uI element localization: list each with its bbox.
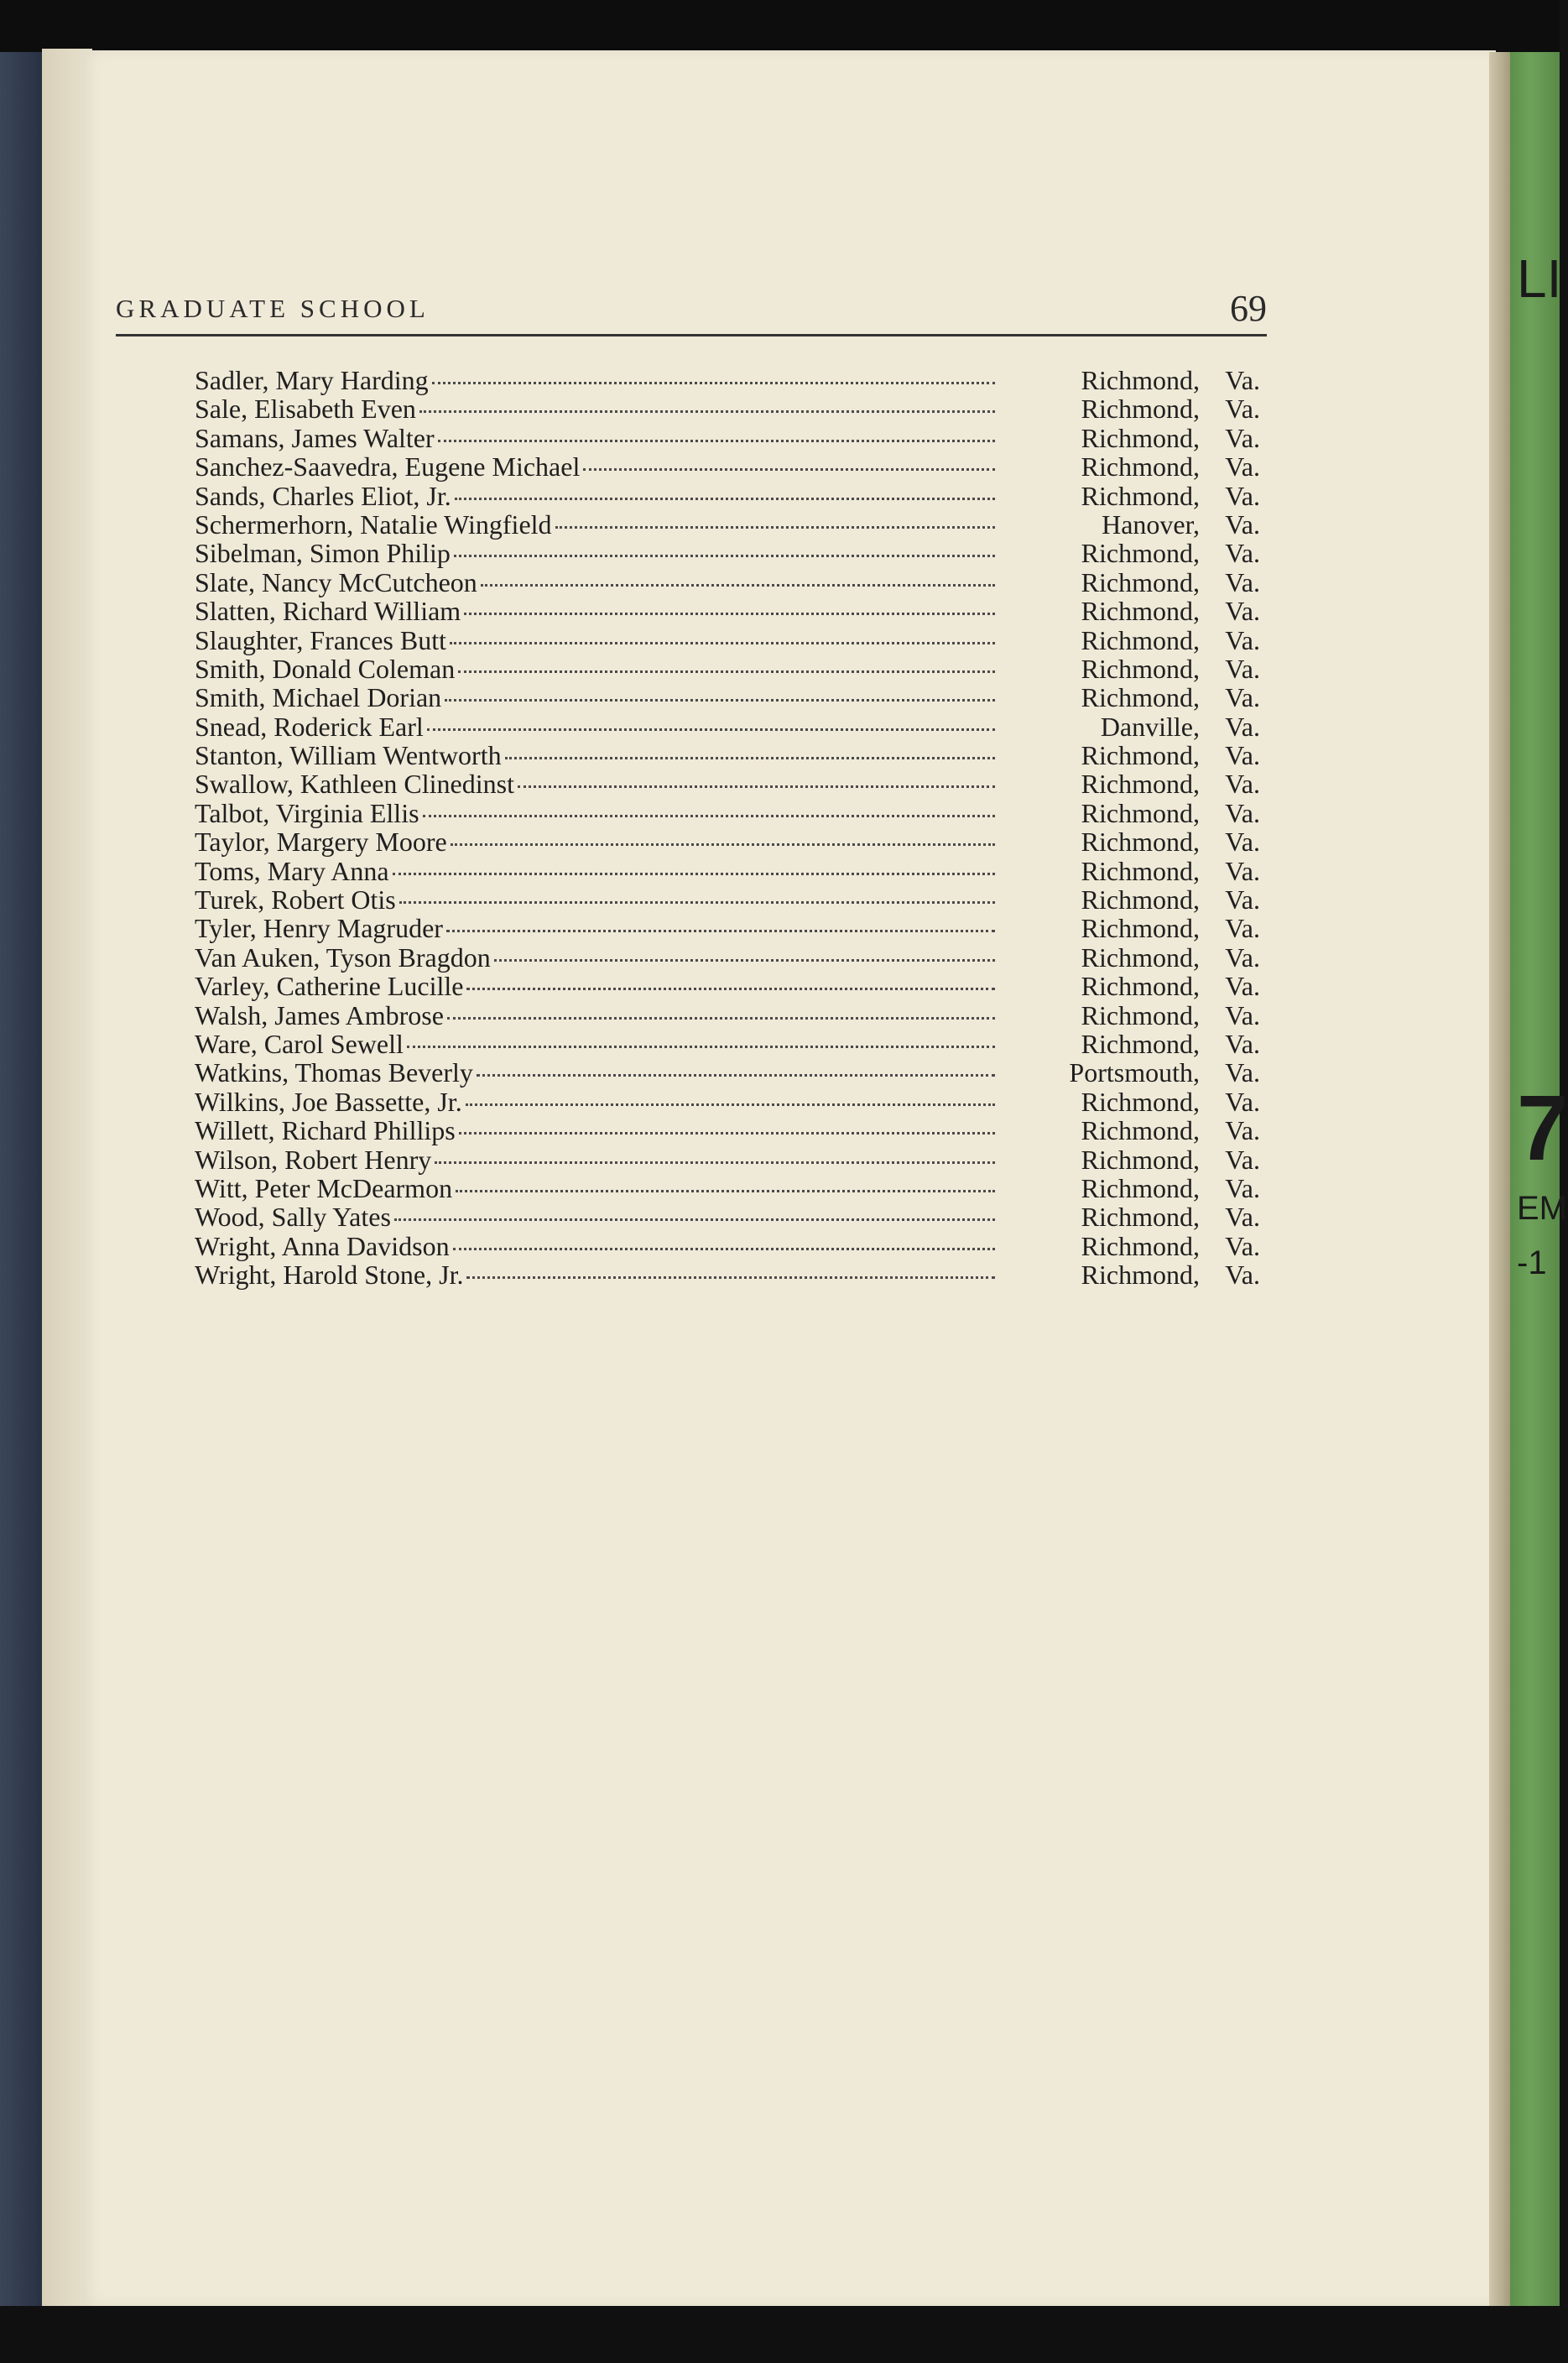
entry-city: Richmond, bbox=[1081, 971, 1200, 1002]
dot-leader bbox=[466, 1276, 995, 1279]
entry-city: Richmond, bbox=[1081, 999, 1200, 1030]
entry-city: Richmond, bbox=[1081, 451, 1200, 483]
entry-state: Va. bbox=[1225, 1115, 1260, 1146]
dot-leader bbox=[407, 1046, 995, 1048]
entry-name: Tyler, Henry Magruder bbox=[195, 913, 443, 944]
dot-leader bbox=[464, 613, 995, 615]
list-item bbox=[195, 451, 1260, 483]
dot-leader bbox=[423, 815, 995, 817]
entry-city: Richmond, bbox=[1081, 942, 1200, 973]
entry-city: Richmond, bbox=[1081, 624, 1200, 655]
list-item bbox=[195, 423, 1260, 451]
list-item bbox=[195, 1260, 1260, 1291]
dot-leader bbox=[466, 988, 995, 990]
cover-letter-1: LI bbox=[1517, 248, 1562, 309]
entry-state: Va. bbox=[1225, 1057, 1260, 1088]
list-item bbox=[195, 365, 1260, 394]
list-item bbox=[195, 596, 1260, 627]
entry-city: Richmond, bbox=[1081, 566, 1200, 597]
list-item bbox=[195, 567, 1260, 596]
list-item bbox=[195, 1202, 1260, 1233]
entry-name: Smith, Michael Dorian bbox=[195, 682, 442, 713]
entry-state: Va. bbox=[1225, 913, 1260, 944]
list-item bbox=[195, 1115, 1260, 1144]
scan-top-border bbox=[0, 0, 1560, 52]
entry-city: Richmond, bbox=[1081, 740, 1200, 771]
entry-city: Richmond, bbox=[1081, 394, 1200, 425]
entry-city: Richmond, bbox=[1081, 827, 1200, 858]
list-item bbox=[195, 1087, 1260, 1115]
entry-name: Ware, Carol Sewell bbox=[195, 1028, 404, 1059]
list-item bbox=[195, 394, 1260, 425]
page-number: 69 bbox=[1230, 288, 1267, 329]
entry-city: Danville, bbox=[1100, 711, 1200, 742]
entry-city: Richmond, bbox=[1081, 1028, 1200, 1059]
entry-state: Va. bbox=[1225, 797, 1260, 828]
entry-state: Va. bbox=[1225, 451, 1260, 483]
entry-state: Va. bbox=[1225, 566, 1260, 597]
entry-name: Sands, Charles Eliot, Jr. bbox=[195, 480, 451, 511]
entry-state: Va. bbox=[1225, 365, 1260, 395]
entry-city: Richmond, bbox=[1081, 1144, 1200, 1175]
header-rule bbox=[116, 334, 1267, 336]
entry-state: Va. bbox=[1225, 855, 1260, 886]
entry-name: Sibelman, Simon Philip bbox=[195, 538, 451, 569]
entry-city: Richmond, bbox=[1081, 1115, 1200, 1146]
entry-state: Va. bbox=[1225, 394, 1260, 425]
entry-name: Watkins, Thomas Beverly bbox=[195, 1057, 473, 1088]
entry-name: Wood, Sally Yates bbox=[195, 1202, 391, 1233]
entry-state: Va. bbox=[1225, 971, 1260, 1002]
cover-letter-2: 7 bbox=[1517, 1077, 1568, 1180]
entry-name: Swallow, Kathleen Clinedinst bbox=[195, 769, 514, 800]
entry-name: Samans, James Walter bbox=[195, 422, 435, 453]
entry-state: Va. bbox=[1225, 1086, 1260, 1117]
dot-leader bbox=[458, 670, 995, 673]
dot-leader bbox=[393, 873, 995, 875]
scan-bottom-border bbox=[0, 2306, 1560, 2363]
student-directory-list bbox=[195, 365, 1260, 1289]
entry-state: Va. bbox=[1225, 538, 1260, 569]
dot-leader bbox=[435, 1161, 995, 1164]
entry-state: Va. bbox=[1225, 942, 1260, 973]
dot-leader bbox=[432, 382, 995, 384]
entry-name: Varley, Catherine Lucille bbox=[195, 971, 464, 1002]
dot-leader bbox=[438, 440, 995, 442]
list-item bbox=[195, 740, 1260, 769]
dot-leader bbox=[394, 1218, 995, 1221]
list-item bbox=[195, 1029, 1260, 1057]
dot-leader bbox=[494, 959, 995, 962]
dot-leader bbox=[447, 1017, 995, 1020]
list-item bbox=[195, 682, 1260, 711]
list-item bbox=[195, 481, 1260, 509]
list-item bbox=[195, 913, 1260, 942]
entry-city: Richmond, bbox=[1081, 596, 1200, 627]
entry-state: Va. bbox=[1225, 1260, 1260, 1291]
entry-state: Va. bbox=[1225, 711, 1260, 742]
dot-leader bbox=[427, 728, 995, 731]
entry-state: Va. bbox=[1225, 999, 1260, 1030]
entry-name: Wilson, Robert Henry bbox=[195, 1144, 432, 1175]
section-title: GRADUATE SCHOOL bbox=[116, 294, 430, 323]
dot-leader bbox=[451, 843, 995, 846]
entry-name: Taylor, Margery Moore bbox=[195, 827, 447, 858]
entry-name: Slate, Nancy McCutcheon bbox=[195, 566, 477, 597]
running-head bbox=[116, 288, 1267, 336]
entry-city: Richmond, bbox=[1081, 653, 1200, 684]
entry-name: Toms, Mary Anna bbox=[195, 855, 389, 886]
entry-city: Richmond, bbox=[1081, 769, 1200, 800]
list-item bbox=[195, 509, 1260, 538]
entry-state: Va. bbox=[1225, 682, 1260, 713]
entry-city: Portsmouth, bbox=[1069, 1057, 1200, 1088]
dot-leader bbox=[459, 1132, 995, 1135]
list-item bbox=[195, 769, 1260, 800]
dot-leader bbox=[450, 642, 995, 644]
entry-city: Richmond, bbox=[1081, 884, 1200, 915]
dot-leader bbox=[518, 785, 995, 788]
entry-name: Stanton, William Wentworth bbox=[195, 740, 502, 771]
entry-name: Sale, Elisabeth Even bbox=[195, 394, 416, 425]
entry-state: Va. bbox=[1225, 480, 1260, 511]
dot-leader bbox=[419, 410, 995, 413]
entry-city: Richmond, bbox=[1081, 422, 1200, 453]
entry-city: Richmond, bbox=[1081, 913, 1200, 944]
entry-city: Richmond, bbox=[1081, 1230, 1200, 1261]
list-item bbox=[195, 856, 1260, 884]
entry-name: Smith, Donald Coleman bbox=[195, 653, 456, 684]
entry-city: Richmond, bbox=[1081, 855, 1200, 886]
list-item bbox=[195, 798, 1260, 827]
entry-name: Wright, Anna Davidson bbox=[195, 1230, 450, 1261]
list-item bbox=[195, 625, 1260, 654]
list-item bbox=[195, 1173, 1260, 1202]
list-item bbox=[195, 971, 1260, 1002]
cover-letter-3: EM bbox=[1517, 1190, 1567, 1227]
list-item bbox=[195, 827, 1260, 858]
dot-leader bbox=[555, 526, 995, 529]
entry-city: Richmond, bbox=[1081, 797, 1200, 828]
dot-leader bbox=[455, 498, 995, 500]
entry-name: Slaughter, Frances Butt bbox=[195, 624, 446, 655]
entry-name: Talbot, Virginia Ellis bbox=[195, 797, 419, 828]
page-right-edge bbox=[1489, 52, 1513, 2306]
dot-leader bbox=[446, 930, 995, 932]
entry-city: Richmond, bbox=[1081, 480, 1200, 511]
dot-leader bbox=[456, 1190, 995, 1192]
entry-city: Hanover, bbox=[1102, 509, 1200, 540]
entry-name: Sadler, Mary Harding bbox=[195, 365, 429, 395]
entry-state: Va. bbox=[1225, 827, 1260, 858]
list-item bbox=[195, 1231, 1260, 1260]
list-item bbox=[195, 1145, 1260, 1173]
dot-leader bbox=[481, 584, 995, 587]
entry-city: Richmond, bbox=[1081, 538, 1200, 569]
entry-city: Richmond, bbox=[1081, 682, 1200, 713]
dot-leader bbox=[477, 1074, 995, 1077]
entry-state: Va. bbox=[1225, 422, 1260, 453]
list-item bbox=[195, 1057, 1260, 1086]
entry-state: Va. bbox=[1225, 1172, 1260, 1203]
entry-city: Richmond, bbox=[1081, 1202, 1200, 1233]
list-item bbox=[195, 538, 1260, 569]
dot-leader bbox=[445, 699, 995, 702]
entry-state: Va. bbox=[1225, 740, 1260, 771]
dot-leader bbox=[454, 555, 995, 557]
entry-name: Wilkins, Joe Bassette, Jr. bbox=[195, 1086, 462, 1117]
entry-state: Va. bbox=[1225, 1230, 1260, 1261]
entry-state: Va. bbox=[1225, 1144, 1260, 1175]
entry-city: Richmond, bbox=[1081, 1260, 1200, 1291]
dot-leader bbox=[399, 901, 995, 904]
entry-name: Van Auken, Tyson Bragdon bbox=[195, 942, 491, 973]
entry-name: Snead, Roderick Earl bbox=[195, 711, 424, 742]
list-item bbox=[195, 942, 1260, 971]
entry-state: Va. bbox=[1225, 1202, 1260, 1233]
entry-state: Va. bbox=[1225, 653, 1260, 684]
entry-state: Va. bbox=[1225, 769, 1260, 800]
entry-name: Sanchez-Saavedra, Eugene Michael bbox=[195, 451, 581, 483]
entry-name: Walsh, James Ambrose bbox=[195, 999, 444, 1030]
list-item bbox=[195, 1000, 1260, 1029]
entry-state: Va. bbox=[1225, 1028, 1260, 1059]
dot-leader bbox=[453, 1248, 995, 1250]
entry-name: Turek, Robert Otis bbox=[195, 884, 396, 915]
dot-leader bbox=[583, 468, 995, 471]
entry-name: Slatten, Richard William bbox=[195, 596, 461, 627]
entry-city: Richmond, bbox=[1081, 1086, 1200, 1117]
entry-state: Va. bbox=[1225, 596, 1260, 627]
list-item bbox=[195, 884, 1260, 913]
entry-city: Richmond, bbox=[1081, 365, 1200, 395]
entry-name: Wright, Harold Stone, Jr. bbox=[195, 1260, 464, 1291]
entry-state: Va. bbox=[1225, 509, 1260, 540]
entry-city: Richmond, bbox=[1081, 1172, 1200, 1203]
entry-name: Witt, Peter McDearmon bbox=[195, 1172, 453, 1203]
list-item bbox=[195, 654, 1260, 682]
list-item bbox=[195, 712, 1260, 740]
entry-state: Va. bbox=[1225, 884, 1260, 915]
cover-letter-4: -1 bbox=[1517, 1244, 1547, 1281]
entry-name: Schermerhorn, Natalie Wingfield bbox=[195, 509, 552, 540]
entry-state: Va. bbox=[1225, 624, 1260, 655]
entry-name: Willett, Richard Phillips bbox=[195, 1115, 456, 1146]
dot-leader bbox=[505, 757, 995, 759]
dot-leader bbox=[466, 1103, 995, 1106]
